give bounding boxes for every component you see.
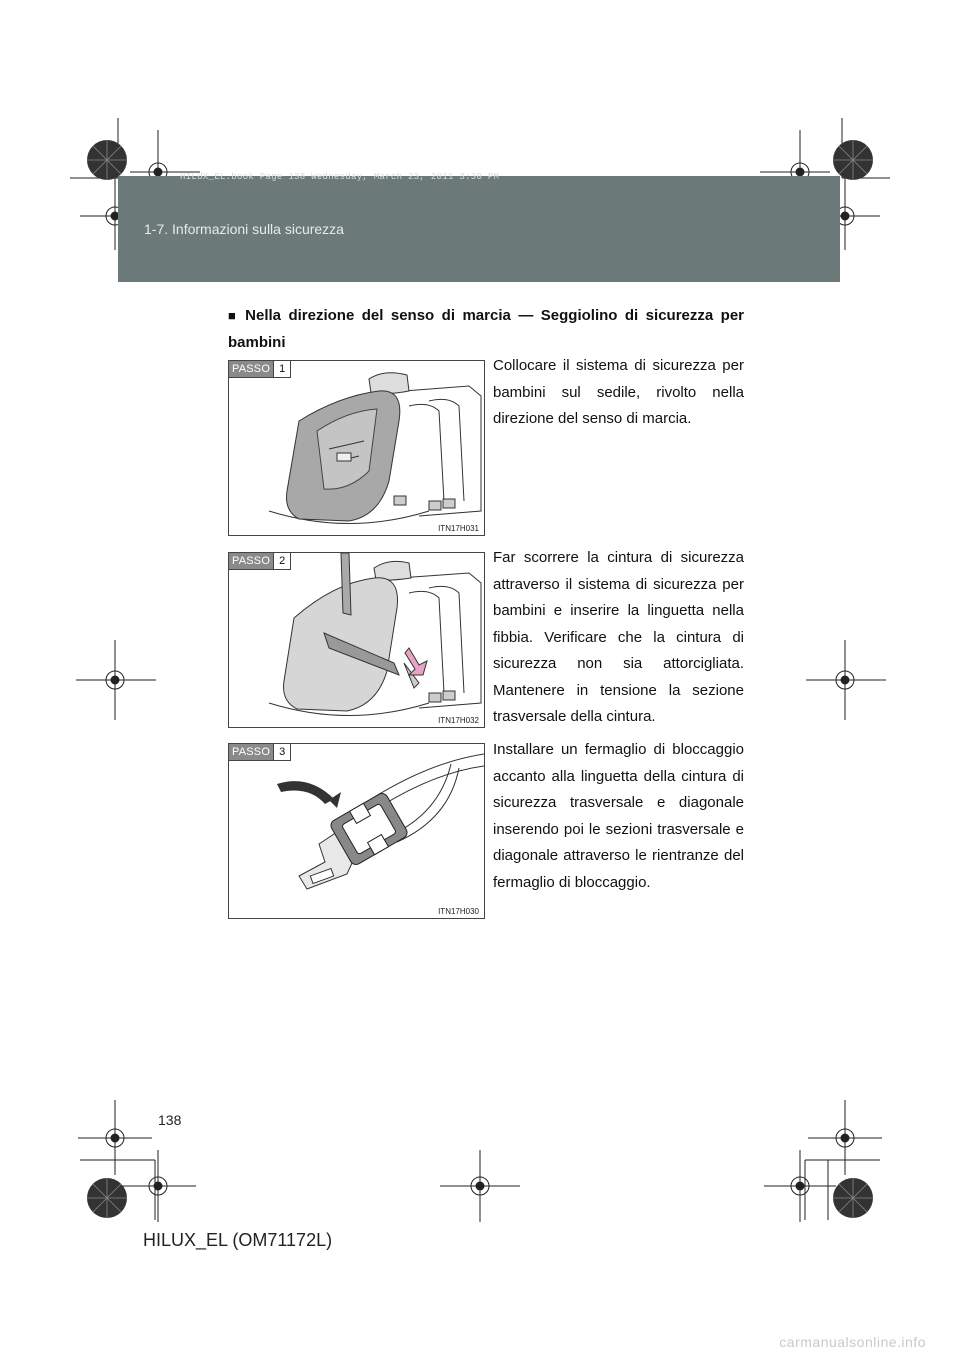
page-number: 138 [158,1112,182,1128]
step-word: PASSO [229,361,273,377]
locking-clip-illustration [229,744,484,918]
step-2-text: Far scorrere la cintura di sicurezza attraverso il sistema di sicurezza per bambini e inserire la linguetta nella fibbia. Verificare che la cintura di sicurezza non sia attorcigliata. Mantenere in tensione la sezione trasversale della cintura. [493,549,744,725]
heading-dash: — [518,307,534,324]
document-code: HILUX_EL (OM71172L) [143,1230,333,1250]
figure-code: ITN17H032 [438,716,479,725]
bullet-icon: ■ [228,308,240,323]
heading-part1: Nella direzione del senso di marcia [245,307,511,324]
step-number: 1 [273,361,291,377]
step-1-text: Collocare il sistema di sicurezza per bambini sul sedile, rivolto nella direzione del senso di marcia. [493,357,744,427]
step-tag-1 [229,361,291,378]
step-3-text: Installare un fermaglio di bloccaggio accanto alla linguetta della cintura di sicurezza trasversale e diagonale inserendo poi le sezioni trasversale e diagonale attraverso le rientranze del fermaglio di bloccaggio. [493,741,744,891]
seatbelt-routing-illustration [229,553,484,727]
heading [228,302,744,356]
figure-step-2 [228,552,485,728]
figure-step-1 [228,360,485,536]
watermark: carmanualsonline.info [779,1334,926,1350]
figure-step-3 [228,743,485,919]
file-stamp: HILUX_EL.book Page 138 Wednesday, March 23, 2011 3:30 PM [180,172,500,182]
heading-part2: Seggiolino di sicurezza per bambini [228,307,745,351]
step-tag-3 [229,744,291,761]
section-title: 1-7. Informazioni sulla sicurezza [144,221,344,237]
child-seat-illustration [229,361,484,535]
figure-code: ITN17H031 [438,524,479,533]
figure-code: ITN17H030 [438,907,479,916]
step-tag-2 [229,553,291,570]
step-number: 2 [273,553,291,569]
step-word: PASSO [229,744,273,760]
step-word: PASSO [229,553,273,569]
step-number: 3 [273,744,291,760]
